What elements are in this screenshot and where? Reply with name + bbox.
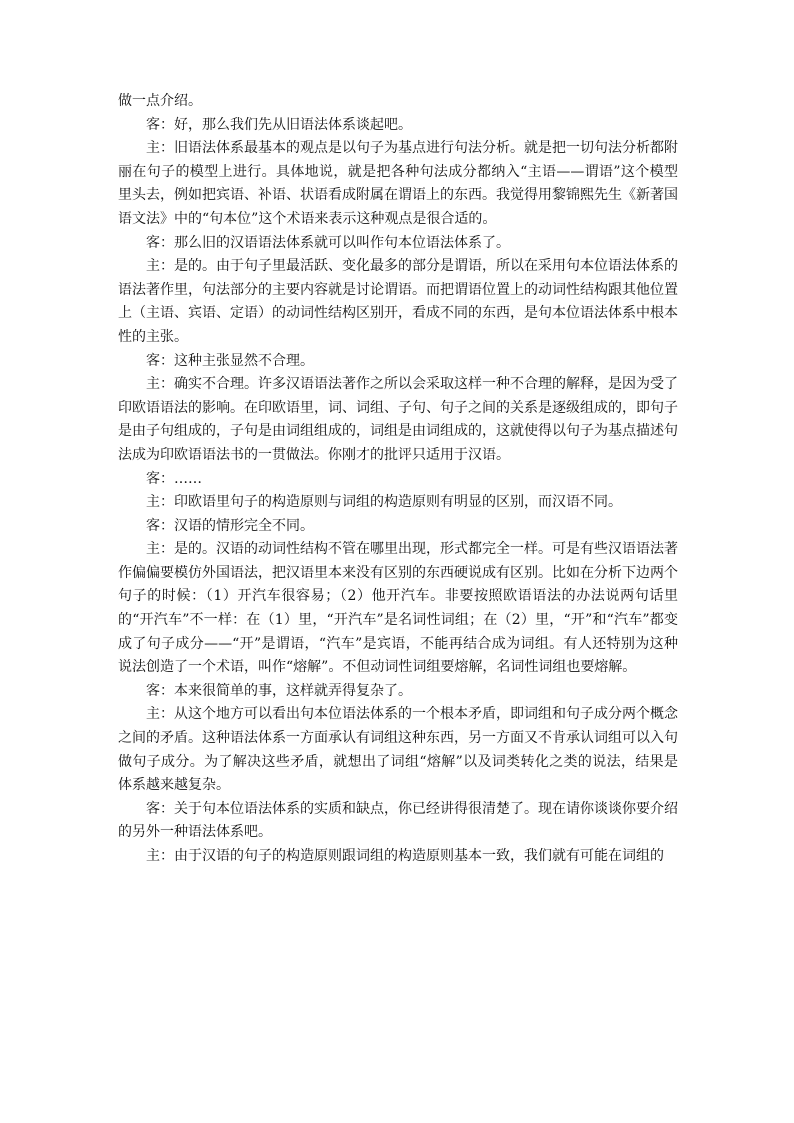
paragraph: 客：……	[146, 470, 202, 487]
document-body	[118, 90, 678, 869]
paragraph: 主：是的。汉语的动词性结构不管在哪里出现，形式都完全一样。可是有些汉语语法著作偏偏要模仿外国语法，把汉语里本来没有区别的东西硬说成有区别。比如在分析下边两个句子的时候：（1）开汽车很容易；（2）他开汽车。非要按照欧语语法的办法说两句话里的“开汽车”不一样：在（1）里，“开汽车”是名词性词组；在（2）里，“开”和“汽车”都变成了句子成分——“开”是谓语，“汽车”是宾语，不能再结合成为词组。有人还特别为这种说法创造了一个术语，叫作“熔解”。不但动词性词组要熔解，名词性词组也要熔解。	[118, 541, 678, 676]
paragraph: 客：好，那么我们先从旧语法体系谈起吧。	[146, 116, 412, 133]
paragraph: 客：汉语的情形完全不同。	[146, 517, 314, 534]
paragraph: 主：从这个地方可以看出句本位语法体系的一个根本矛盾，即词组和句子成分两个概念之间的矛盾。这种语法体系一方面承认有词组这种东西，另一方面又不肯承认词组可以入句做句子成分。为了解决这些矛盾，就想出了词组“熔解”以及词类转化之类的说法，结果是体系越来越复杂。	[118, 706, 678, 794]
paragraph: 客：这种主张显然不合理。	[146, 352, 314, 369]
paragraph: 客：那么旧的汉语语法体系就可以叫作句本位语法体系了。	[146, 234, 510, 251]
paragraph: 客：关于句本位语法体系的实质和缺点，你已经讲得很清楚了。现在请你谈谈你要介绍的另外一种语法体系吧。	[118, 800, 678, 841]
paragraph: 主：由于汉语的句子的构造原则跟词组的构造原则基本一致，我们就有可能在词组的	[146, 848, 664, 864]
paragraph: 主：是的。由于句子里最活跃、变化最多的部分是谓语，所以在采用句本位语法体系的语法著作里，句法部分的主要内容就是讨论谓语。而把谓语位置上的动词性结构跟其他位置上（主语、宾语、定语）的动词性结构区别开，看成不同的东西，是句本位语法体系中根本性的主张。	[118, 258, 678, 345]
paragraph: 做一点介绍。	[118, 93, 202, 109]
paragraph: 主：印欧语里句子的构造原则与词组的构造原则有明显的区别，而汉语不同。	[146, 494, 622, 511]
paragraph: 主：旧语法体系最基本的观点是以句子为基点进行句法分析。就是把一切句法分析都附丽在句子的模型上进行。具体地说，就是把各种句法成分都纳入“主语——谓语”这个模型里头去，例如把宾语、补语、状语看成附属在谓语上的东西。我觉得用黎锦熙先生《新著国语文法》中的“句本位”这个术语来表示这种观点是很合适的。	[118, 140, 678, 227]
paragraph: 客：本来很简单的事，这样就弄得复杂了。	[146, 682, 412, 699]
paragraph: 主：确实不合理。许多汉语语法著作之所以会采取这样一种不合理的解释，是因为受了印欧语语法的影响。在印欧语里，词、词组、子句、句子之间的关系是逐级组成的，即句子是由子句组成的，子句是由词组组成的，词组是由词组成的，这就使得以句子为基点描述句法成为印欧语语法书的一贯做法。你刚才的批评只适用于汉语。	[118, 376, 678, 463]
